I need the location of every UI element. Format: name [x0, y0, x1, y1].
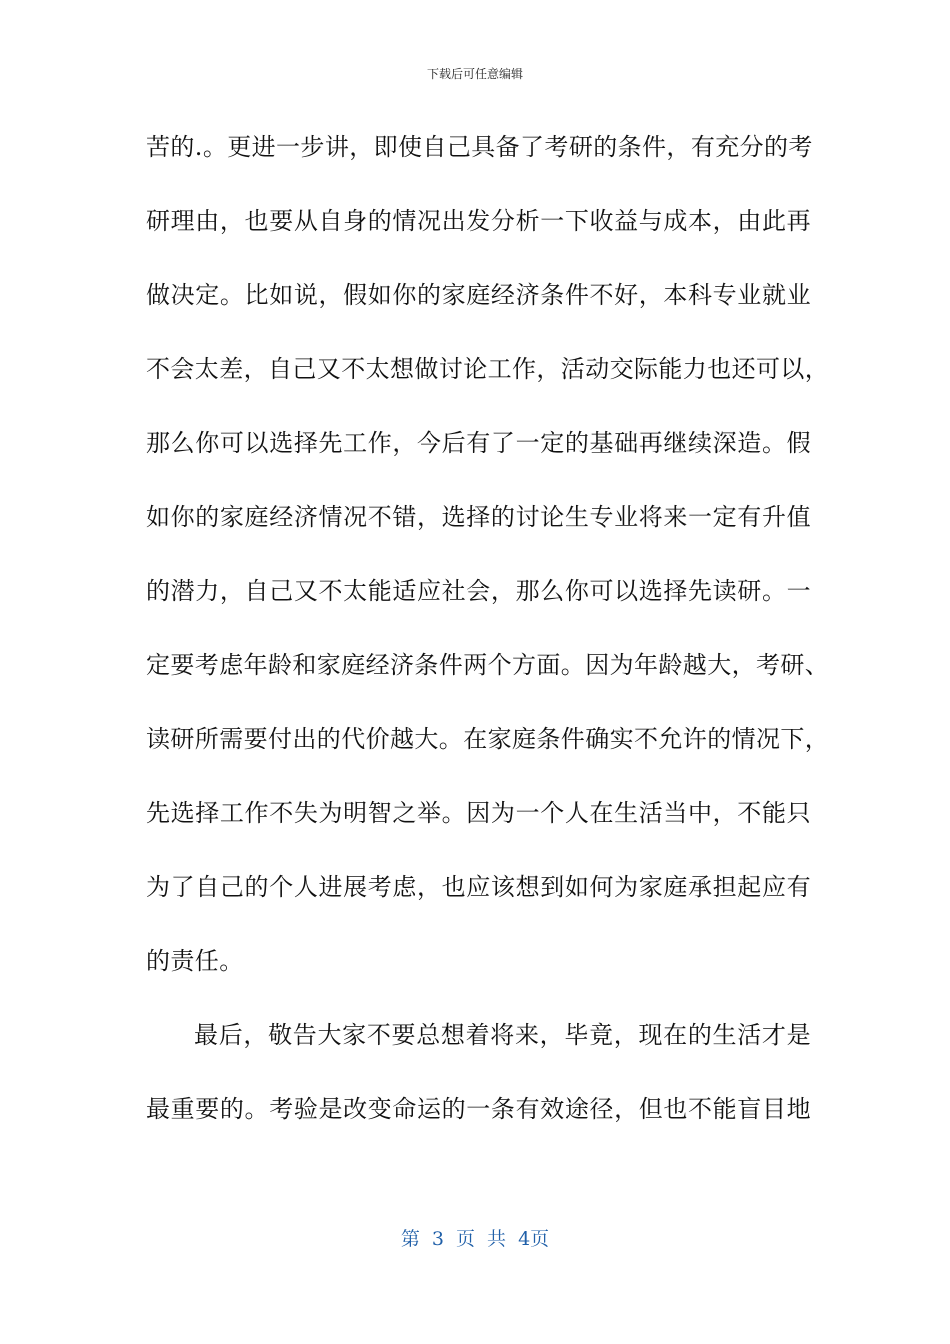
- text-line: 研理由，也要从自身的情况出发分析一下收益与成本，由此再: [146, 207, 811, 235]
- text-line: 定要考虑年龄和家庭经济条件两个方面。因为年龄越大，考研、: [146, 651, 830, 679]
- text-line: 的潜力，自己又不太能适应社会，那么你可以选择先读研。一: [146, 577, 811, 605]
- paragraph-first-line: 最后，敬告大家不要总想着将来，毕竟，现在的生活才是: [194, 1021, 811, 1049]
- text-line: 苦的.。更进一步讲，即使自己具备了考研的条件，有充分的考: [146, 133, 813, 161]
- text-line: 最重要的。考验是改变命运的一条有效途径，但也不能盲目地: [146, 1095, 811, 1123]
- text-line: 如你的家庭经济情况不错，选择的讨论生专业将来一定有升值: [146, 503, 811, 531]
- text-line: 那么你可以选择先工作，今后有了一定的基础再继续深造。假: [146, 429, 811, 457]
- text-line: 做决定。比如说，假如你的家庭经济条件不好，本科专业就业: [146, 281, 811, 309]
- document-body: [146, 127, 830, 1163]
- page-header: 下载后可任意编辑: [426, 67, 523, 81]
- page-number-footer: 第 3 页 共 4页: [400, 1228, 550, 1250]
- text-line: 的责任。: [146, 947, 244, 975]
- text-line: 先选择工作不失为明智之举。因为一个人在生活当中，不能只: [146, 799, 811, 827]
- text-line: 不会太差，自己又不太想做讨论工作，活动交际能力也还可以，: [146, 355, 830, 383]
- text-line: 为了自己的个人进展考虑，也应该想到如何为家庭承担起应有: [146, 873, 811, 901]
- text-line: 读研所需要付出的代价越大。在家庭条件确实不允许的情况下，: [146, 725, 830, 753]
